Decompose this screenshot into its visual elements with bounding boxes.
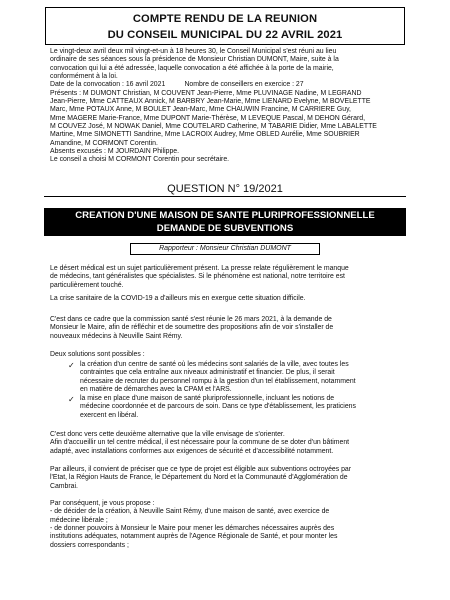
intro-line: Jean-Pierre, Mme CATTEAUX Annick, M BARBRY Jean-Marie, Mme LIENARD Evelyne, M BOVELETTE [50, 98, 371, 106]
paragraph-line: de médecins, tant généralistes que spécialistes. Si le phénomène est national, notre territoire est [50, 273, 345, 281]
intro-line: Date de la convocation : 16 avril 2021 Nombre de conseillers en exercice : 27 [50, 81, 304, 89]
intro-line: Marc, Mme POTAUX Anne, M BOULET Jean-Marc, Mme CHAUWIN Francine, M CARRIERE Guy, [50, 106, 351, 114]
intro-line: Mme MAGERE Marie-France, Mme DUPONT Marie-Thérèse, M LEVEQUE Pascal, M DEHON Gérard, [50, 114, 365, 122]
intro-line: ordinaire de ses séances sous la présidence de Monsieur Christian DUMONT, Maire, suite à la [50, 56, 339, 64]
paragraph-desert-medical [50, 265, 405, 290]
paragraph-line: particulièrement touché. [50, 281, 124, 289]
paragraph-line: dossiers correspondants ; [50, 541, 129, 549]
report-title-line1: COMPTE RENDU DE LA REUNION [132, 13, 318, 25]
subject-line1: CREATION D'UNE MAISON DE SANTE PLURIPROFESSIONNELLE [75, 210, 375, 221]
subject-banner [44, 208, 406, 236]
bullet-line: nécessaire de recruter du personnel rompu à la gestion d'un tel établissement, notamment [80, 377, 356, 385]
bullet-line: la mise en place d'une maison de santé pluriprofessionnelle, incluant les notions de [80, 395, 335, 402]
bullet-line: en matière de démarches avec la CPAM et l'ARS. [80, 386, 232, 394]
paragraph-line: - de décider de la création, à Neuville Saint Rémy, d'une maison de santé, avec exercice de [50, 508, 330, 516]
intro-line: convocation qui lui a été adressée, laquelle convocation a été affichée à la porte de la mairie, [50, 64, 334, 72]
bullet-line: médecine coordonnée et de parcours de soin. Dans ce type d'établissement, les praticiens [80, 403, 356, 411]
report-title-line2: DU CONSEIL MUNICIPAL DU 22 AVRIL 2021 [107, 29, 343, 41]
paragraph-line: Monsieur le Maire, afin de réfléchir et de soumettre des propositions afin de voir s'installer de [50, 324, 334, 332]
paragraph-line: C'est donc vers cette deuxième alternative que la ville envisage de s'orienter. [50, 431, 285, 438]
checkmark-icon: ✓ [68, 395, 75, 404]
paragraph-line: Deux solutions sont possibles : [50, 351, 145, 358]
intro-line: conformément à la loi. [50, 73, 118, 81]
intro-line: Absents excusés : M JOURDAIN Philippe. [50, 148, 180, 156]
paragraph-line: Le désert médical est un sujet particulièrement présent. La presse relate régulièrement le manque [50, 265, 349, 272]
paragraph-line: Cambrai. [50, 482, 78, 490]
report-title-box [45, 7, 405, 45]
bullet-line: la création d'un centre de santé où les médecins sont salariés de la ville, avec toutes les [80, 361, 349, 368]
paragraph-commission [50, 316, 405, 341]
paragraph-line: institutions adéquates, notamment auprès de l'Agence Régionale de Santé, et pour monter les [50, 533, 338, 541]
paragraph-line: Par conséquent, je vous propose : [50, 500, 155, 507]
intro-line: M COUVEZ José, M NOWAK Daniel, Mme COUTELARD Catherine, M TABARIE Didier, Mme LABALETTE [50, 123, 377, 131]
paragraph-proposition [50, 500, 405, 550]
subject-line2: DEMANDE DE SUBVENTIONS [156, 222, 294, 234]
paragraph-line: l'Etat, la Région Hauts de France, le Département du Nord et la Communauté d'Agglomération de [50, 474, 348, 482]
bullet-line: exercent en libéral. [80, 411, 139, 419]
paragraph-line: Par ailleurs, il convient de préciser que ce type de projet est éligible aux subventions octroyées par [50, 466, 352, 473]
intro-line: Le conseil a choisi M CORMONT Corentin pour secrétaire. [50, 156, 230, 164]
intro-line: Martine, Mme SIMONETTI Sandrine, Mme LACROIX Audrey, Mme OBLED Aurélie, Mme SOUBRIER [50, 131, 360, 139]
intro-paragraph [50, 48, 405, 165]
question-number: QUESTION N° 19/2021 [44, 182, 406, 197]
paragraph-line: C'est dans ce cadre que la commission santé s'est réunie le 26 mars 2021, à la demande de [50, 316, 332, 323]
intro-line: Le vingt-deux avril deux mil vingt-et-un à 18 heures 30, le Conseil Municipal s'est réuni au lieu [50, 48, 337, 55]
intro-line: Amandine, M CORMONT Corentin. [50, 139, 158, 147]
paragraph-line: adapté, avec installations conformes aux exigences de sécurité et d'accessibilité notamment. [50, 447, 334, 455]
intro-line: Présents : M DUMONT Christian, M COUVENT Jean-Pierre, Mme PLUVINAGE Nadine, M LEGRAND [50, 89, 362, 97]
paragraph-solutions [50, 351, 405, 359]
bullet-centre-de-sante [80, 361, 415, 394]
paragraph-line: nouveaux médecins à Neuville Saint Rémy. [50, 332, 183, 340]
paragraph-line: La crise sanitaire de la COVID-19 a d'ailleurs mis en exergue cette situation difficile. [50, 295, 306, 302]
bullet-line: contraintes que cela entraîne aux niveaux administratif et financier. De plus, il serait [80, 369, 335, 377]
paragraph-line: Afin d'accueillir un tel centre médical, il est nécessaire pour la commune de se doter d'un bâtiment [50, 439, 350, 447]
bullet-maison-de-sante [80, 395, 415, 420]
checkmark-icon: ✓ [68, 361, 75, 370]
paragraph-subventions [50, 466, 405, 491]
paragraph-line: - de donner pouvoirs à Monsieur le Maire pour mener les démarches nécessaires auprès des [50, 525, 335, 533]
paragraph-line: médecine libérale ; [50, 516, 108, 524]
paragraph-alternative [50, 431, 405, 456]
rapporteur-box: Rapporteur : Monsieur Christian DUMONT [130, 243, 320, 255]
paragraph-covid [50, 295, 405, 303]
